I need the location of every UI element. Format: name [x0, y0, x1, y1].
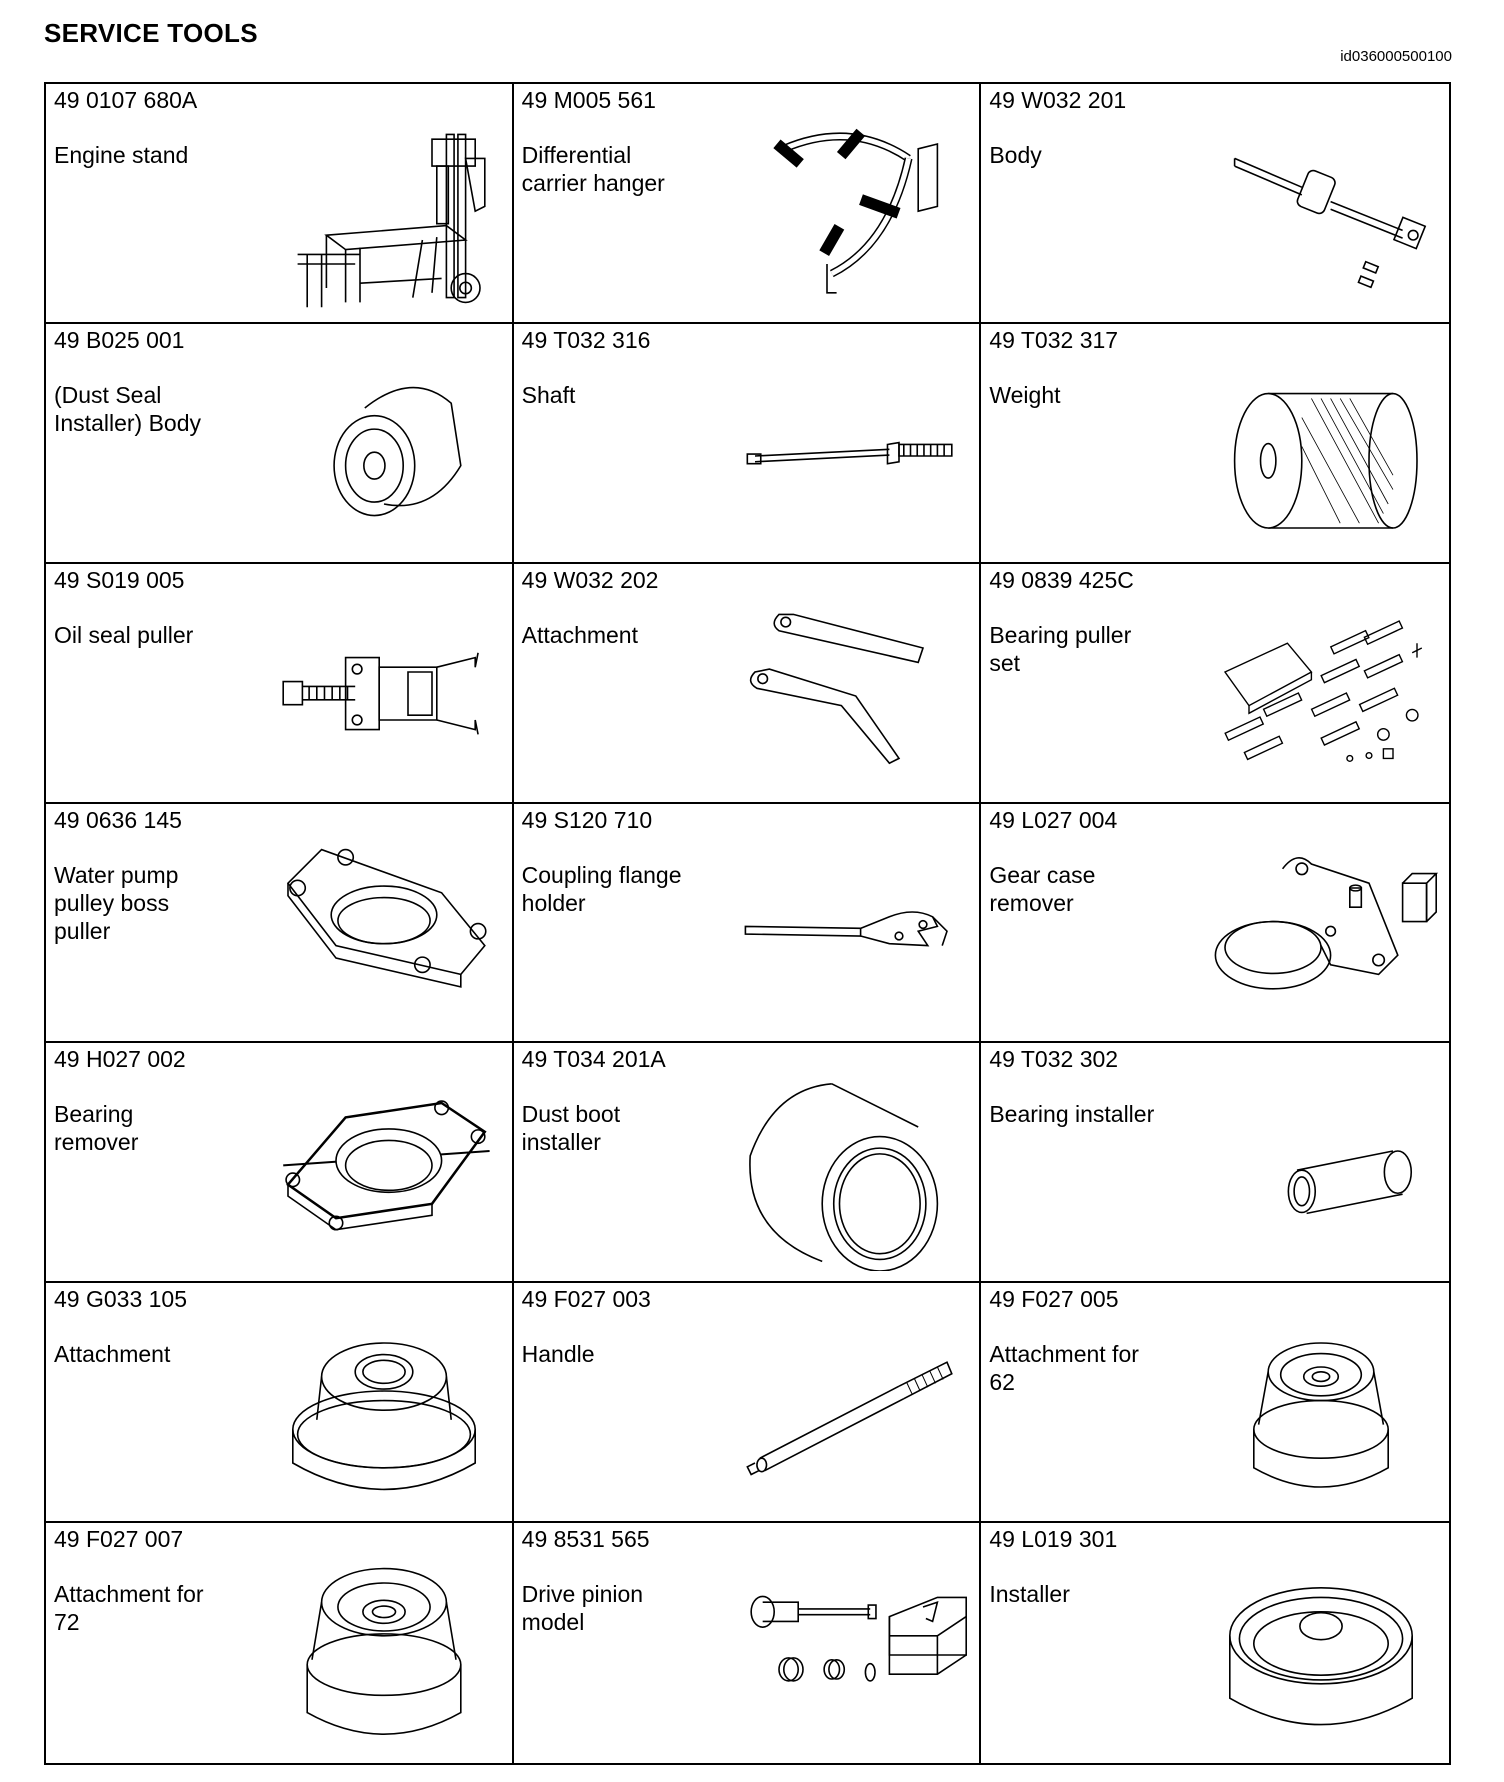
tool-cell [514, 1043, 982, 1283]
part-number: 49 M005 561 [521, 87, 656, 113]
part-number: 49 G033 105 [54, 1286, 188, 1313]
tool-name: Bearing installer [989, 1101, 1155, 1128]
service-tools-table [44, 82, 1451, 1765]
carrier-hanger-icon [731, 120, 971, 312]
tool-name: Engine stand [54, 142, 189, 168]
shaft-icon [731, 360, 971, 552]
tool-name: Gear case remover [989, 861, 1096, 916]
part-number: 49 0636 145 [54, 806, 182, 833]
tool-cell [46, 804, 514, 1044]
tool-cell [981, 1283, 1449, 1523]
tool-cell [981, 84, 1449, 324]
part-number: 49 T032 302 [989, 1046, 1119, 1073]
tool-name: Attachment [521, 621, 638, 648]
tool-cell [981, 1523, 1449, 1763]
tool-cell [981, 804, 1449, 1044]
tool-cell [981, 564, 1449, 804]
slide-hammer-body-icon [1201, 120, 1441, 312]
tool-cell [46, 1523, 514, 1763]
tool-name: Shaft [521, 381, 576, 408]
tool-cell [514, 1283, 982, 1523]
drive-pinion-model-icon [731, 1559, 971, 1751]
pulley-boss-puller-icon [264, 840, 504, 1032]
tool-cell [514, 84, 982, 324]
tool-name: Coupling flange holder [521, 861, 682, 916]
part-number: 49 S120 710 [521, 806, 653, 833]
tool-name: Oil seal puller [54, 621, 194, 648]
dust-seal-installer-body-icon [264, 360, 504, 552]
page-title: SERVICE TOOLS [44, 18, 258, 48]
tool-name: Dust boot installer [521, 1101, 621, 1156]
bearing-installer-icon [1201, 1079, 1441, 1271]
tool-cell [46, 1283, 514, 1523]
part-number: 49 S019 005 [54, 566, 185, 593]
tool-cell [514, 804, 982, 1044]
gear-case-remover-icon [1201, 840, 1441, 1032]
part-number: 49 F027 003 [521, 1286, 651, 1313]
engine-stand-icon [264, 120, 504, 312]
dust-boot-installer-icon [731, 1079, 971, 1271]
bearing-remover-icon [264, 1079, 504, 1271]
installer-icon [1201, 1559, 1441, 1751]
part-number: 49 L027 004 [989, 806, 1118, 833]
handle-icon [731, 1319, 971, 1511]
tool-name: Weight [989, 381, 1061, 408]
tool-cell [514, 564, 982, 804]
tool-cell [46, 1043, 514, 1283]
part-number: 49 T032 316 [521, 326, 651, 353]
tool-name: Handle [521, 1341, 595, 1368]
tool-cell [46, 84, 514, 324]
tool-cell [46, 324, 514, 564]
part-number: 49 B025 001 [54, 326, 185, 353]
oil-seal-puller-icon [264, 600, 504, 792]
tool-cell [981, 1043, 1449, 1283]
stepped-attachment-icon [264, 1319, 504, 1511]
tool-cell [46, 564, 514, 804]
tool-name: Drive pinion model [521, 1581, 644, 1636]
flange-holder-icon [731, 840, 971, 1032]
tool-name: (Dust Seal Installer) Body [54, 381, 202, 436]
tool-name: Differential carrier hanger [521, 142, 665, 196]
part-number: 49 H027 002 [54, 1046, 186, 1073]
part-number: 49 8531 565 [521, 1526, 650, 1553]
attachment-72-icon [264, 1559, 504, 1751]
part-number: 49 T034 201A [521, 1046, 666, 1073]
part-number: 49 F027 007 [54, 1526, 184, 1553]
part-number: 49 0839 425C [989, 566, 1134, 593]
part-number: 49 L019 301 [989, 1526, 1118, 1553]
part-number: 49 W032 201 [989, 87, 1127, 113]
tool-name: Bearing puller set [989, 621, 1132, 676]
tool-name: Installer [989, 1581, 1070, 1608]
part-number: 49 F027 005 [989, 1286, 1119, 1313]
tool-cell [514, 324, 982, 564]
tool-name: Attachment for 72 [54, 1581, 204, 1636]
tool-cell [981, 324, 1449, 564]
tool-name: Body [989, 142, 1042, 168]
part-number: 49 T032 317 [989, 326, 1119, 353]
part-number: 49 W032 202 [521, 566, 659, 593]
bearing-puller-set-icon [1201, 600, 1441, 792]
tool-cell [514, 1523, 982, 1763]
attachment-62-icon [1201, 1319, 1441, 1511]
tool-name: Water pump pulley boss puller [54, 861, 179, 944]
tool-name: Attachment for 62 [989, 1341, 1139, 1396]
weight-icon [1201, 360, 1441, 552]
tool-name: Bearing remover [54, 1101, 139, 1156]
document-id: id036000500100 [1340, 48, 1452, 65]
attachment-arms-icon [731, 600, 971, 792]
tool-name: Attachment [54, 1341, 171, 1368]
part-number: 49 0107 680A [54, 87, 198, 113]
